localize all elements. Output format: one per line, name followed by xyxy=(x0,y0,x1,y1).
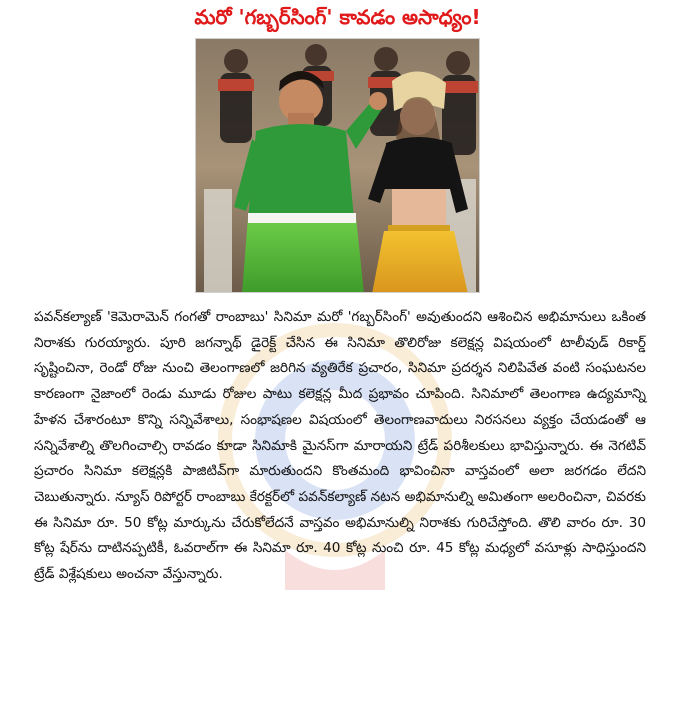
article-photo xyxy=(195,38,480,293)
article-body: పవన్‌కల్యాణ్ 'కెమెరామెన్ గంగతో రాంబాబు' సినిమా మరో 'గబ్బర్‌సింగ్' అవుతుందని ఆశించిన అభిమానులు ఒకింత నిరాశకు గురయ్యారు. పూరి జగన్నాథ్ డైరెక్ట్ చేసిన ఈ సినిమా తొలిరోజు కలెక్షన్ల విషయంలో టాలీవుడ్ రికార్డ్ సృష్టించినా, రెండో రోజు నుంచి తెలంగాణలో జరిగిన వ్యతిరేక ప్రచారం, సినిమా ప్రదర్శన నిలిపివేత వంటి సంఘటనల కారణంగా నైజాంలో రెండు మూడు రోజుల పాటు కలెక్షన్ల మీద ప్రభావం చూపింది. సినిమాలో తెలంగాణ ఉద్యమాన్ని హేళన చేశారంటూ కొన్ని సన్నివేశాలు, సంభాషణల విషయంలో తెలంగాణవాదులు నిరసనలు వ్యక్తం చేయడంతో ఆ సన్నివేశాల్ని తొలగించాల్సి రావడం కూడా సినిమాకి మైనస్‌గా మారాయని ట్రేడ్ పరిశీలకులు భావిస్తున్నారు. ఈ నెగటివ్ ప్రచారం సినిమా కలెక్షన్లకి పాజిటివ్‌గా మారుతుందని కొంతమంది భావించినా వాస్తవంలో అలా జరగడం లేదని చెబుతున్నారు. న్యూస్ రిపోర్టర్ రాంబాబు కేరక్టర్‌లో పవన్‌కల్యాణ్ నటన అభిమానుల్ని అమితంగా అలరించినా, చివరకు ఈ సినిమా రూ. 50 కోట్ల మార్కును చేరుకోలేదనే వాస్తవం అభిమానుల్ని నిరాశకు గురిచేస్తోంది. తొలి వారం రూ. 30 కోట్ల షేర్‌ను దాటినప్పటికీ, ఓవరాల్‌గా ఈ సినిమా రూ. 40 కోట్ల నుంచి రూ. 45 కోట్ల మధ్యలో వసూళ్లు సాధిస్తుందని ట్రేడ్ విశ్లేషకులు అంచనా వేస్తున్నారు. xyxy=(34,309,646,583)
article-headline: మరో 'గబ్బర్‌సింగ్' కావడం అసాధ్యం! xyxy=(194,5,481,29)
